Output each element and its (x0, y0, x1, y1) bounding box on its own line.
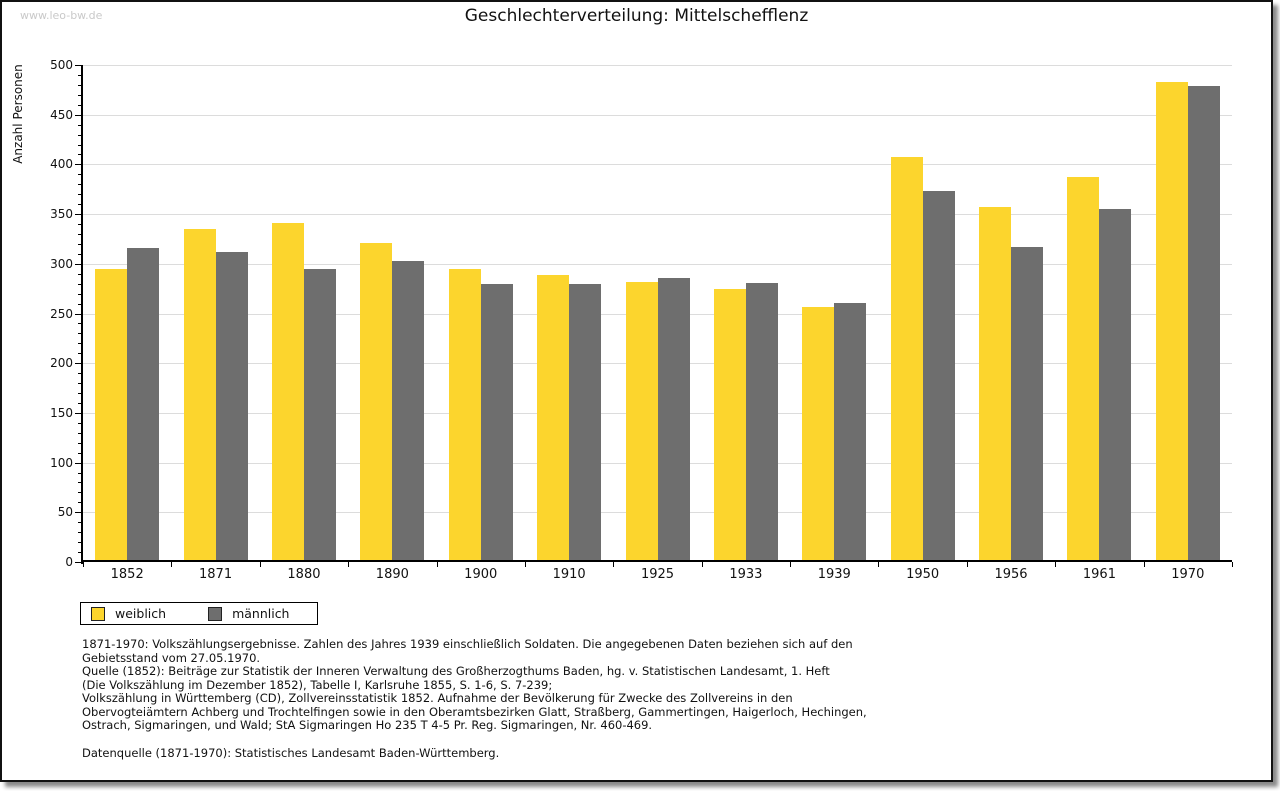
legend-item-weiblich (91, 606, 180, 621)
legend-label: männlich (232, 606, 290, 621)
y-minor-tick (78, 105, 82, 106)
gridline-300 (83, 264, 1232, 265)
footnotes (82, 638, 867, 733)
bar-männlich-1852 (127, 248, 159, 562)
bar-weiblich-1956 (979, 207, 1011, 562)
y-minor-tick (78, 304, 82, 305)
x-tick-label: 1939 (817, 567, 851, 582)
x-axis-line (81, 560, 1232, 562)
bar-männlich-1910 (569, 284, 601, 562)
y-tick-label: 450 (50, 107, 73, 122)
y-major-tick (75, 363, 82, 364)
y-major-tick (75, 264, 82, 265)
y-minor-tick (78, 403, 82, 404)
bar-männlich-1900 (481, 284, 513, 562)
y-minor-tick (78, 154, 82, 155)
chart-title: Geschlechterverteilung: Mittelschefflenz (464, 6, 809, 26)
legend-swatch-männlich (208, 607, 222, 621)
y-tick-label: 400 (50, 157, 73, 172)
y-minor-tick (78, 453, 82, 454)
y-tick-label: 300 (50, 256, 73, 271)
y-major-tick (75, 65, 82, 66)
y-minor-tick (78, 284, 82, 285)
y-major-tick (75, 214, 82, 215)
y-minor-tick (78, 244, 82, 245)
datasource-line: Datenquelle (1871-1970): Statistisches Landesamt Baden-Württemberg. (82, 746, 500, 760)
bar-weiblich-1970 (1156, 82, 1188, 562)
bar-männlich-1950 (923, 191, 955, 562)
x-tick-label: 1900 (464, 567, 498, 582)
footnote-line: Volkszählung in Württemberg (CD), Zollvereinsstatistik 1852. Aufnahme der Bevölkerung für Zwecke des Zollvereins in den (82, 691, 793, 705)
x-tick-label: 1950 (906, 567, 940, 582)
bar-weiblich-1939 (802, 307, 834, 562)
y-tick-label: 250 (50, 306, 73, 321)
y-minor-tick (78, 443, 82, 444)
y-minor-tick (78, 174, 82, 175)
x-tick-label: 1890 (375, 567, 409, 582)
footnote-line: (Die Volkszählung im Dezember 1852), Tabelle I, Karlsruhe 1855, S. 1-6, S. 7-239; (82, 677, 553, 692)
bar-weiblich-1890 (360, 243, 392, 562)
y-minor-tick (78, 194, 82, 195)
y-minor-tick (78, 423, 82, 424)
bar-weiblich-1910 (537, 275, 569, 562)
y-axis-label: Anzahl Personen (11, 64, 25, 164)
y-minor-tick (78, 353, 82, 354)
legend (80, 602, 318, 625)
y-minor-tick (78, 204, 82, 205)
y-major-tick (75, 314, 82, 315)
y-minor-tick (78, 502, 82, 503)
legend-item-männlich (208, 606, 303, 621)
y-minor-tick (78, 184, 82, 185)
gridline-400 (83, 164, 1232, 165)
bar-männlich-1925 (658, 278, 690, 562)
footnote-line: Obervogteiämtern Achberg und Trochtelfingen sowie in den Oberamtsbezirken Glatt, Straßberg, Gammertingen, Haigerloch, Hechingen, (82, 704, 867, 719)
y-minor-tick (78, 145, 82, 146)
x-tick-label: 1871 (199, 567, 233, 582)
y-minor-tick (78, 254, 82, 255)
y-minor-tick (78, 135, 82, 136)
bar-weiblich-1933 (714, 289, 746, 562)
y-major-tick (75, 463, 82, 464)
y-major-tick (75, 115, 82, 116)
y-minor-tick (78, 323, 82, 324)
y-tick-label: 500 (50, 58, 73, 72)
x-tick-label: 1910 (552, 567, 586, 582)
bar-männlich-1890 (392, 261, 424, 562)
bar-weiblich-1852 (95, 269, 127, 562)
x-tick-label: 1925 (640, 567, 675, 582)
x-tick-label: 1970 (1171, 567, 1205, 582)
y-minor-tick (78, 75, 82, 76)
bar-männlich-1939 (834, 303, 866, 562)
y-minor-tick (78, 274, 82, 275)
bar-männlich-1871 (216, 252, 248, 562)
y-minor-tick (78, 473, 82, 474)
y-tick-label: 150 (50, 405, 73, 420)
bar-männlich-1956 (1011, 247, 1043, 562)
bar-männlich-1961 (1099, 209, 1131, 562)
footnote-line: Ostrach, Sigmaringen, und Wald; StA Sigmaringen Ho 235 T 4-5 Pr. Reg. Sigmaringen, Nr. 460-469. (82, 718, 653, 732)
legend-swatch-weiblich (91, 607, 105, 621)
gridline-350 (83, 214, 1232, 215)
bar-weiblich-1900 (449, 269, 481, 562)
y-minor-tick (78, 433, 82, 434)
bar-männlich-1933 (746, 283, 778, 562)
y-minor-tick (78, 125, 82, 126)
y-major-tick (75, 512, 82, 513)
y-minor-tick (78, 393, 82, 394)
x-tick-label: 1933 (729, 567, 763, 582)
footnote-line: 1871-1970: Volkszählungsergebnisse. Zahlen des Jahres 1939 einschließlich Soldaten. Die angegebenen Daten beziehen sich auf den (82, 637, 853, 651)
bar-männlich-1880 (304, 269, 336, 562)
bar-weiblich-1961 (1067, 177, 1099, 562)
x-tick (1232, 562, 1233, 567)
y-major-tick (75, 413, 82, 414)
x-tick-label: 1852 (110, 567, 144, 582)
y-minor-tick (78, 542, 82, 543)
y-minor-tick (78, 482, 82, 483)
y-minor-tick (78, 532, 82, 533)
y-tick-label: 200 (50, 356, 73, 371)
y-minor-tick (78, 373, 82, 374)
y-minor-tick (78, 85, 82, 86)
x-tick-label: 1880 (287, 567, 321, 582)
x-tick-label: 1961 (1082, 567, 1116, 582)
bar-weiblich-1871 (184, 229, 216, 562)
footnote-line: Quelle (1852): Beiträge zur Statistik der Inneren Verwaltung des Großherzogthums Baden, hg. v. Statistischen Landesamt, 1. Heft (82, 664, 830, 678)
y-minor-tick (78, 224, 82, 225)
y-minor-tick (78, 343, 82, 344)
y-minor-tick (78, 234, 82, 235)
y-major-tick (75, 164, 82, 165)
bar-weiblich-1880 (272, 223, 304, 562)
footnote-line: Gebietsstand vom 27.05.1970. (82, 650, 261, 665)
y-tick-label: 50 (57, 505, 73, 520)
gridline-500 (83, 65, 1232, 66)
y-tick-label: 100 (50, 455, 73, 470)
y-minor-tick (78, 492, 82, 493)
y-major-tick (75, 562, 82, 563)
watermark: www.leo-bw.de (20, 9, 103, 22)
y-tick-label: 350 (50, 207, 73, 222)
bar-männlich-1970 (1188, 86, 1220, 562)
y-minor-tick (78, 333, 82, 334)
y-minor-tick (78, 294, 82, 295)
bar-weiblich-1950 (891, 157, 923, 562)
plot-area (83, 65, 1232, 562)
gridline-450 (83, 115, 1232, 116)
y-minor-tick (78, 522, 82, 523)
y-axis-line (81, 65, 83, 564)
y-tick-label: 0 (65, 555, 73, 569)
y-minor-tick (78, 552, 82, 553)
legend-label: weiblich (115, 606, 167, 621)
bar-weiblich-1925 (626, 282, 658, 562)
y-minor-tick (78, 383, 82, 384)
y-minor-tick (78, 95, 82, 96)
x-tick-label: 1956 (994, 567, 1028, 582)
